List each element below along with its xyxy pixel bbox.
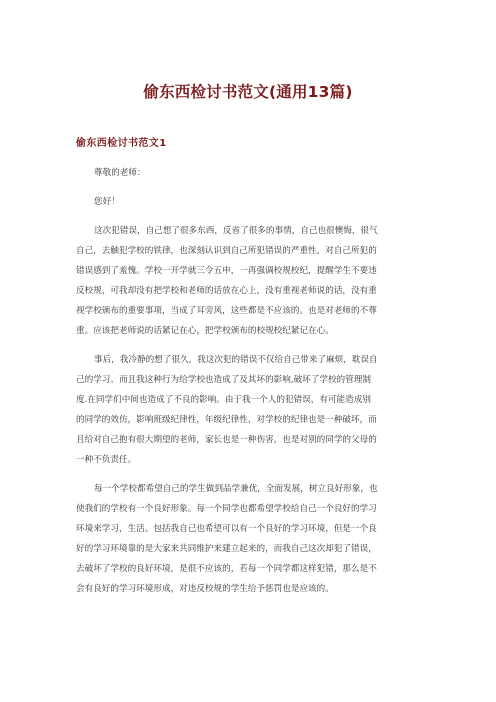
paragraph-line: 的同学的效仿，影响班级纪律性，年级纪律性，对学校的纪律也是一种破坏，而 [76,415,377,425]
paragraph-line: 事后，我冷静的想了很久，我这次犯的错误不仅给自己带来了麻烦，耽误自 [94,355,378,365]
paragraph-line: 会有良好的学习环境形成，对违反校规的学生给予惩罚也是应该的。 [76,584,334,594]
paragraph-line: 这次犯错误，自己想了很多东西，反省了很多的事情，自己也很懊悔，很气 [94,226,378,236]
paragraph-line: 己的学习。而且我这种行为给学校也造成了及其坏的影响,破坏了学校的管理制 [76,375,371,385]
paragraph-line: 视学校颁布的重要事项，当成了耳旁风，这些都是不应该的。也是对老师的不尊 [76,306,377,316]
paragraph [76,221,420,341]
paragraph-line: 错误感到了羞愧。学校一开学就三令五申，一再强调校规校纪，提醒学生不要违 [76,266,377,276]
paragraph-line: 好的学习环境靠的是大家来共同维护来建立起来的，而我自己这次却犯了错误， [76,544,377,554]
section-heading: 偷东西检讨书范文1 [76,138,167,149]
paragraph-line: 环境来学习，生活。包括我自己也希望可以有一个良好的学习环境，但是一个良 [76,524,377,534]
paragraph-line: 度.在同学们中间也造成了不良的影响。由于我一个人的犯错误，有可能造成别 [76,395,371,405]
paragraph [76,479,420,599]
paragraph-line: 一种不负责任。 [76,455,137,465]
paragraph-line: 每一个学校都希望自己的学生做到品学兼优，全面发展，树立良好形象，也 [94,484,378,494]
salutation: 尊敬的老师： [94,168,146,178]
greeting: 您好！ [94,197,120,207]
paragraph [76,350,420,470]
paragraph-line: 使我们的学校有一个良好形象。每一个同学也都希望学校给自己一个良好的学习 [76,504,377,514]
paragraph-line: 自己，去触犯学校的铁律，也深刻认识到自己所犯错误的严重性，对自己所犯的 [76,246,377,256]
paragraph-line: 重。应该把老师说的话紧记在心，把学校颁布的校规校纪紧记在心。 [76,326,334,336]
paragraph-line: 去破坏了学校的良好环境，是很不应该的，若每一个同学都这样犯错，那么是不 [76,564,377,574]
paragraph-line: 且给对自己抱有很大期望的老师，家长也是一种伤害，也是对别的同学的父母的 [76,435,377,445]
paragraph-line: 反校规，可我却没有把学校和老师的话放在心上，没有重视老师说的话，没有重 [76,286,377,296]
body-paragraphs [76,221,420,599]
document-title: 偷东西检讨书范文(通用13篇) [143,83,353,101]
